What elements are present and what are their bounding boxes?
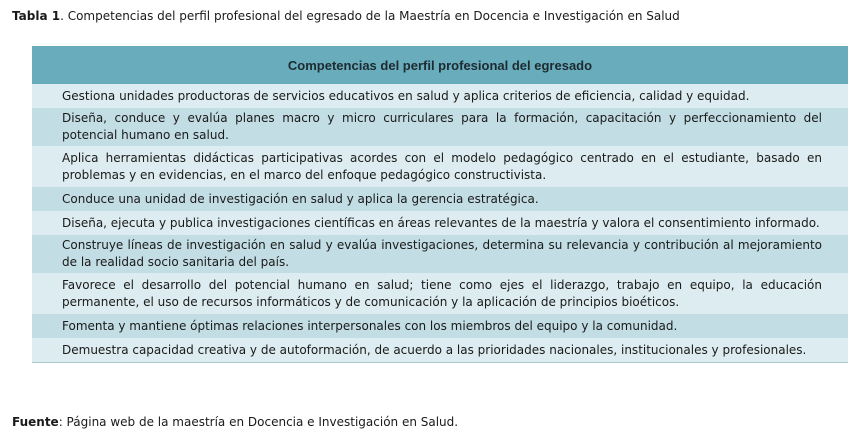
competencies-table [32,46,848,363]
caption-text: . Competencias del perfil profesional del egresado de la Maestría en Docencia e Investigación en Salud [60,9,680,23]
table-header: Competencias del perfil profesional del egresado [32,46,848,84]
table-row: Aplica herramientas didácticas participativas acordes con el modelo pedagógico centrado en el estudiante, basado en problemas y en evidencias, en el marco del enfoque pedagógico constructivista. [32,146,848,187]
table-row: Demuestra capacidad creativa y de autoformación, de acuerdo a las prioridades nacionales, institucionales y profesionales. [32,338,848,362]
table-row: Diseña, conduce y evalúa planes macro y micro curriculares para la formación, capacitación y perfeccionamiento del potencial humano en salud. [32,108,848,146]
table-row: Gestiona unidades productoras de servicios educativos en salud y aplica criterios de eficiencia, calidad y equidad. [32,84,848,108]
table-source [12,414,458,430]
table-row: Favorece el desarrollo del potencial humano en salud; tiene como ejes el liderazgo, trabajo en equipo, la educación permanente, el uso de recursos informáticos y de comunicación y la aplicación de principios bioéticos. [32,273,848,314]
table-row: Construye líneas de investigación en salud y evalúa investigaciones, determina su relevancia y contribución al mejoramiento de la realidad socio sanitaria del país. [32,235,848,273]
table-row: Fomenta y mantiene óptimas relaciones interpersonales con los miembros del equipo y la comunidad. [32,314,848,338]
table-row: Conduce una unidad de investigación en salud y aplica la gerencia estratégica. [32,187,848,211]
source-label: Fuente [12,415,59,429]
table-caption [12,8,680,24]
source-text: : Página web de la maestría en Docencia e Investigación en Salud. [58,415,459,429]
caption-label: Tabla 1 [12,9,61,23]
table-row: Diseña, ejecuta y publica investigaciones científicas en áreas relevantes de la maestría y valora el consentimiento informado. [32,211,848,235]
